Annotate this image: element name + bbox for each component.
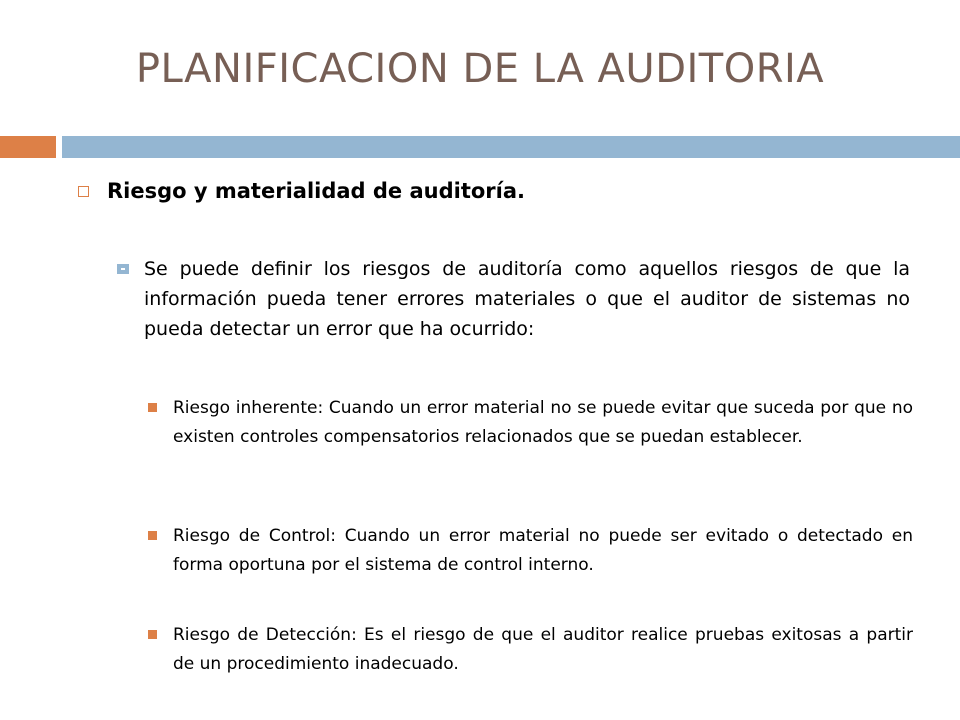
slide-title: PLANIFICACION DE LA AUDITORIA xyxy=(135,46,825,92)
title-accent-bar-blue xyxy=(62,136,960,158)
list-item xyxy=(148,522,913,580)
list-item-text: Riesgo de Detección: Es el riesgo de que el auditor realice pruebas exitosas a partir de un procedimiento inadecuado. xyxy=(173,625,913,674)
boxed-square-bullet-icon xyxy=(117,264,129,274)
intro-bullet-item xyxy=(117,254,910,344)
title-accent-bar-orange xyxy=(0,136,56,158)
heading-bullet-item xyxy=(78,176,918,206)
filled-square-bullet-icon xyxy=(148,403,157,412)
list-item xyxy=(148,394,913,452)
list-item-text: Riesgo inherente: Cuando un error material no se puede evitar que suceda por que no existen controles compensatorios relacionados que se puedan establecer. xyxy=(173,398,913,447)
intro-text: Se puede definir los riesgos de auditoría como aquellos riesgos de que la información pueda tener errores materiales o que el auditor de sistemas no pueda detectar un error que ha ocurrido: xyxy=(144,258,910,340)
section-heading: Riesgo y materialidad de auditoría. xyxy=(107,179,525,203)
filled-square-bullet-icon xyxy=(148,531,157,540)
filled-square-bullet-icon xyxy=(148,630,157,639)
hollow-square-bullet-icon xyxy=(78,186,89,197)
list-item-text: Riesgo de Control: Cuando un error material no puede ser evitado o detectado en forma oportuna por el sistema de control interno. xyxy=(173,526,913,575)
list-item xyxy=(148,621,913,679)
